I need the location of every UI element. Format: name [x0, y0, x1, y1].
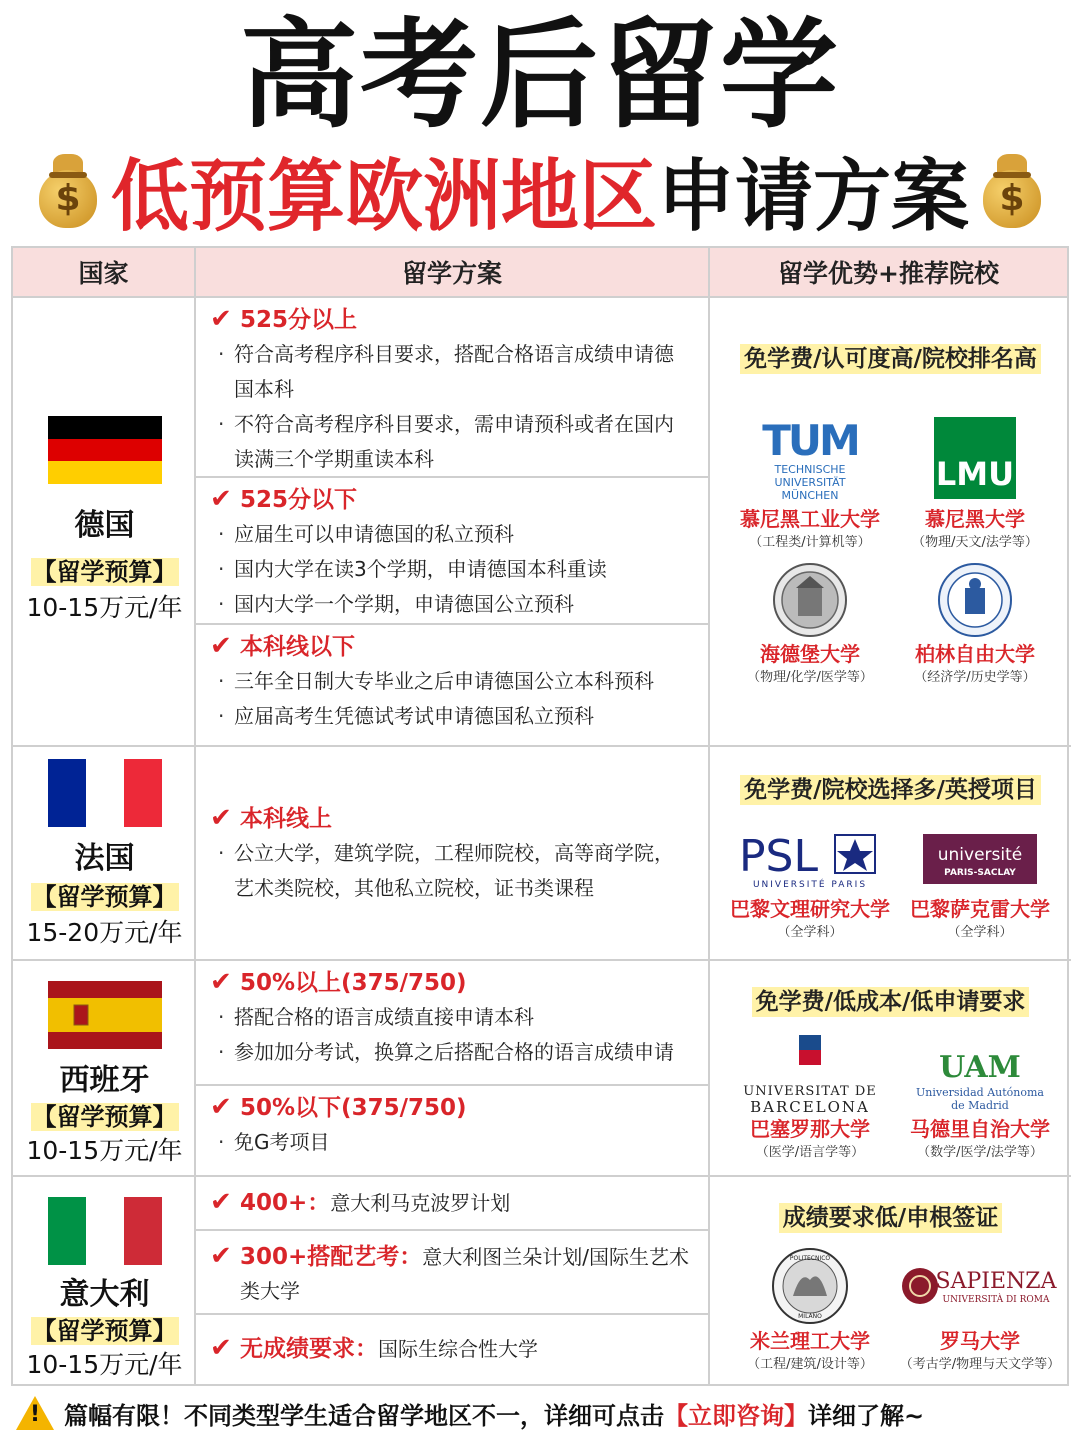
svg-text:PSL: PSL [739, 831, 818, 882]
advantage-text: 免学费/院校选择多/英授项目 [710, 771, 1071, 804]
sapienza-logo [890, 1245, 1070, 1327]
svg-text:UNIVERSITAT DE: UNIVERSITAT DE [743, 1084, 877, 1099]
university-major: （工程/建筑/设计等） [747, 1357, 873, 1372]
plan-block [196, 625, 708, 745]
university-card [720, 1033, 900, 1163]
checkmark-icon: ✔ [210, 1333, 232, 1363]
plan-title: 本科线以下 [240, 634, 355, 660]
plan-bullet: · 公立大学，建筑学院，工程师院校，高等商学院， 艺术类院校，其他私立院校，证书类课程 [218, 841, 674, 900]
university-card [720, 823, 900, 943]
university-card [885, 560, 1065, 688]
university-major: （数学/医学/法学等） [917, 1145, 1043, 1160]
plan-title: 50%以下(375/750) [240, 1095, 467, 1121]
plan-bullet: · 国内大学在读3个学期，申请德国本科重读 [218, 557, 607, 581]
fu-berlin-seal-icon [885, 560, 1065, 640]
advantage-text: 成绩要求低/申根签证 [710, 1199, 1071, 1232]
checkmark-icon: ✔ [210, 803, 232, 833]
svg-text:PARIS-SACLAY: PARIS-SACLAY [944, 868, 1016, 878]
university-name: 慕尼黑大学 [925, 507, 1025, 531]
svg-text:UNIVERSITÉ PARIS: UNIVERSITÉ PARIS [752, 880, 868, 890]
country-cell-france [13, 747, 196, 961]
university-name: 米兰理工大学 [750, 1329, 870, 1353]
uam-logo [890, 1033, 1070, 1115]
svg-text:UNIVERSITÄT: UNIVERSITÄT [774, 475, 846, 489]
budget-value: 10-15万元/年 [26, 1136, 183, 1165]
checkmark-icon: ✔ [210, 484, 232, 514]
plan-bullet: · 不符合高考程序科目要求，需申请预科或者在国内 读满三个学期重读本科 [218, 412, 674, 471]
plan-title: 50%以上(375/750) [240, 970, 467, 996]
university-card [890, 1245, 1070, 1375]
country-name: 法国 [74, 841, 135, 876]
column-header-advantage: 留学优势+推荐院校 [710, 248, 1067, 298]
plan-title: 本科线上 [240, 806, 332, 832]
svg-text:de Madrid: de Madrid [951, 1099, 1009, 1112]
column-header-plan: 留学方案 [196, 248, 710, 298]
university-name: 罗马大学 [940, 1329, 1020, 1353]
plan-title: 525分以上 [240, 307, 358, 333]
paris-saclay-logo [890, 823, 1070, 895]
university-major: （全学科） [947, 925, 1013, 940]
svg-text:SAPIENZA: SAPIENZA [935, 1269, 1057, 1294]
budget-label: 【留学预算】 [32, 1103, 177, 1131]
budget-label: 【留学预算】 [32, 883, 177, 911]
svg-text:UNIVERSITÀ DI ROMA: UNIVERSITÀ DI ROMA [942, 1295, 1050, 1305]
svg-text:TECHNISCHE: TECHNISCHE [774, 462, 846, 476]
psl-logo [720, 823, 900, 895]
checkmark-icon: ✔ [210, 967, 232, 997]
checkmark-icon: ✔ [210, 1241, 232, 1271]
italy-flag-icon [48, 1197, 162, 1265]
plan-title: 无成绩要求： [240, 1336, 378, 1362]
budget-value: 10-15万元/年 [26, 593, 183, 622]
subtitle-red: 低预算欧洲地区 [110, 152, 657, 242]
plan-cell-germany [196, 298, 710, 747]
subtitle-dark: 申请方案 [657, 152, 970, 242]
plan-bullet: · 搭配合格的语言成绩直接申请本科 [218, 1005, 534, 1029]
university-card [890, 823, 1070, 943]
plan-title: 525分以下 [240, 487, 358, 513]
plan-title: 300+搭配艺考： [240, 1244, 423, 1270]
heidelberg-seal-icon [720, 560, 900, 640]
svg-text:université: université [937, 845, 1023, 865]
advantage-cell-germany [710, 298, 1071, 747]
column-header-country: 国家 [13, 248, 196, 298]
tum-logo [720, 410, 900, 505]
money-bag-icon: $ [35, 150, 101, 230]
svg-text:POLITECNICO: POLITECNICO [789, 1255, 831, 1262]
country-name: 德国 [74, 508, 135, 543]
university-major: （全学科） [777, 925, 843, 940]
university-name: 马德里自治大学 [910, 1117, 1050, 1141]
university-name: 巴黎萨克雷大学 [910, 897, 1050, 921]
warning-icon: ! [16, 1396, 54, 1430]
plan-cell-italy [196, 1177, 710, 1386]
plan-bullet: · 应届高考生凭德试考试申请德国私立预科 [218, 704, 594, 728]
university-name: 巴黎文理研究大学 [730, 897, 890, 921]
university-major: （工程类/计算机等） [749, 535, 871, 550]
university-name: 慕尼黑工业大学 [740, 507, 880, 531]
svg-text:BARCELONA: BARCELONA [750, 1098, 870, 1115]
spain-flag-icon [48, 981, 162, 1049]
university-major: （考古学/物理与天文学等） [899, 1357, 1061, 1372]
budget-label: 【留学预算】 [32, 1317, 177, 1345]
plan-block [196, 797, 708, 937]
plan-bullet: · 应届生可以申请德国的私立预科 [218, 522, 514, 546]
plan-bullet: · 三年全日制大专毕业之后申请德国公立本科预科 [218, 669, 654, 693]
svg-text:MILANO: MILANO [798, 1313, 822, 1320]
page-title: 高考后留学 [239, 6, 840, 144]
advantage-text: 免学费/认可度高/院校排名高 [710, 340, 1071, 373]
plan-title: 400+： [240, 1190, 331, 1216]
university-name: 海德堡大学 [760, 642, 860, 666]
comparison-table [11, 246, 1069, 1386]
university-card [720, 410, 900, 553]
advantage-cell-spain [710, 961, 1071, 1177]
plan-block [196, 478, 708, 625]
plan-bullet: · 参加加分考试，换算之后搭配合格的语言成绩申请 [218, 1040, 674, 1064]
consult-link[interactable]: 【立即咨询】 [664, 1401, 808, 1430]
university-card [720, 560, 900, 688]
svg-text:LMU: LMU [935, 454, 1015, 493]
plan-bullet: · 免G考项目 [218, 1130, 330, 1154]
country-cell-spain [13, 961, 196, 1177]
footer-note [0, 1390, 1080, 1436]
checkmark-icon: ✔ [210, 304, 232, 334]
polimi-seal-icon [720, 1245, 900, 1327]
barcelona-logo [720, 1033, 900, 1115]
plan-block [196, 961, 708, 1086]
university-major: （经济学/历史学等） [914, 670, 1036, 685]
budget-value: 10-15万元/年 [26, 1350, 183, 1379]
university-card [720, 1245, 900, 1375]
svg-text:TUM: TUM [762, 415, 858, 465]
budget-label: 【留学预算】 [32, 558, 177, 586]
page-subtitle [0, 140, 1080, 240]
plan-bullet: · 符合高考程序科目要求，搭配合格语言成绩申请德 国本科 [218, 342, 674, 401]
university-card [885, 410, 1065, 553]
svg-text:MÜNCHEN: MÜNCHEN [781, 488, 839, 502]
lmu-logo [885, 410, 1065, 505]
plan-block: ✔ 无成绩要求：国际生综合性大学 [210, 1333, 538, 1363]
university-name: 巴塞罗那大学 [750, 1117, 870, 1141]
university-major: （医学/语言学等） [755, 1145, 865, 1160]
country-cell-italy [13, 1177, 196, 1386]
plan-block: ✔ 400+：意大利马克波罗计划 [196, 1177, 708, 1231]
germany-flag-icon [48, 416, 162, 484]
country-cell-germany [13, 298, 196, 747]
plan-cell-spain [196, 961, 710, 1177]
france-flag-icon [48, 759, 162, 827]
university-major: （物理/天文/法学等） [912, 535, 1038, 550]
plan-cell-france [196, 747, 710, 961]
checkmark-icon: ✔ [210, 1092, 232, 1122]
country-name: 意大利 [59, 1277, 150, 1312]
footer-text: 篇幅有限！不同类型学生适合留学地区不一，详细可点击 [64, 1401, 664, 1430]
university-card [890, 1033, 1070, 1163]
budget-value: 15-20万元/年 [26, 918, 183, 947]
plan-bullet: · 国内大学一个学期，申请德国公立预科 [218, 592, 574, 616]
university-name: 柏林自由大学 [915, 642, 1035, 666]
plan-block [196, 1086, 708, 1175]
plan-block: ✔ 300+搭配艺考：意大利图兰朵计划/国际生艺术 类大学 [196, 1231, 708, 1315]
footer-text-end: 详细了解~ [808, 1401, 925, 1430]
checkmark-icon: ✔ [210, 1187, 232, 1217]
money-bag-icon: $ [979, 150, 1045, 230]
advantage-text: 免学费/低成本/低申请要求 [710, 983, 1071, 1016]
advantage-cell-france [710, 747, 1071, 961]
svg-text:UAM: UAM [939, 1050, 1021, 1085]
country-name: 西班牙 [59, 1063, 150, 1098]
plan-block [196, 298, 708, 478]
svg-text:Universidad Autónoma: Universidad Autónoma [916, 1086, 1044, 1099]
university-major: （物理/化学/医学等） [747, 670, 873, 685]
checkmark-icon: ✔ [210, 631, 232, 661]
advantage-cell-italy [710, 1177, 1071, 1386]
